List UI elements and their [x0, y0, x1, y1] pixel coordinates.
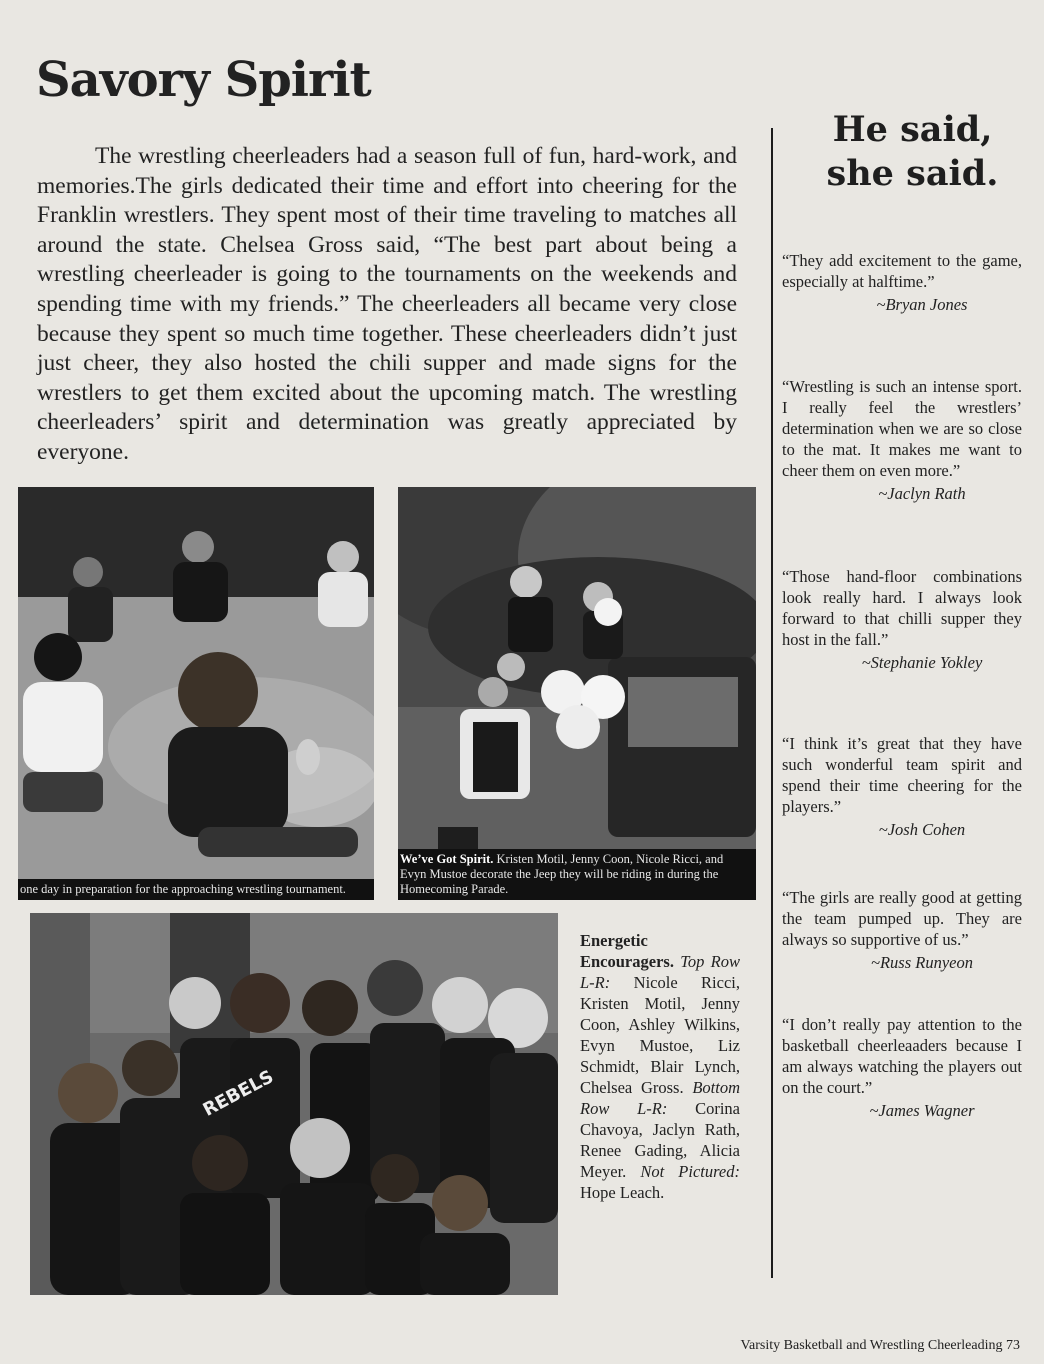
quote-text: “Wrestling is such an intense sport. I really feel the wrestlers’ determination when we are so close to the mat. It makes me want to cheer them on even more.” — [782, 377, 1022, 480]
headline: Savory Spirit — [36, 52, 371, 108]
photo-floor-circle-image — [18, 487, 374, 900]
photo-jeep-caption-text: Kristen Motil, Jenny Coon, Nicole Ricci, and Evyn Mustoe decorate the Jeep they will be riding in during the Homecoming Parade. — [400, 852, 724, 896]
quote — [782, 1014, 1022, 1121]
photo-jeep-caption-title: We’ve Got Spirit. — [400, 852, 494, 866]
quote-text: “They add excitement to the game, especially at halftime.” — [782, 251, 1022, 291]
photo-group — [30, 913, 558, 1295]
photo-jeep-image — [398, 487, 756, 900]
group-caption-not-pictured-names: Hope Leach. — [580, 1183, 665, 1202]
group-caption-bottom-row-label: Bottom Row L-R: — [580, 1078, 740, 1118]
quote — [782, 250, 1022, 315]
quote — [782, 566, 1022, 673]
group-photo-caption — [580, 930, 740, 1203]
sidebar-title — [780, 108, 1044, 196]
photo-floor-circle — [18, 487, 374, 900]
photo-jeep-caption — [398, 849, 756, 900]
story-text — [37, 142, 737, 468]
story-paragraph: The wrestling cheerleaders had a season full of fun, hard-work, and memories.The girls dedicated their time and effort into cheering for the Franklin wrestlers. They spent most of their time traveling to matches all around the state. Chelsea Gross said, “The best part about being a wrestling cheerleader is going to the tournaments on the weekends and spending time with my friends.” The cheerleaders all became very close because they spent so much time together. These cheerleaders didn’t just just cheer, they also hosted the chili supper and made signs for the wrestlers to get them excited about the upcoming match. The wrestling cheerleaders’ spirit and determination was greatly appreciated by everyone. — [37, 143, 737, 465]
group-caption-title: Energetic Encouragers. — [580, 931, 674, 971]
group-caption-top-row-label: Top Row L-R: — [580, 952, 741, 992]
jersey-lettering: REBELS — [199, 1066, 278, 1121]
quote — [782, 376, 1022, 504]
photo-floor-circle-caption: one day in preparation for the approaching wrestling tournament. — [18, 879, 374, 900]
photo-jeep — [398, 487, 756, 900]
quote — [782, 887, 1022, 973]
group-caption-bottom-row-names: Corina Chavoya, Jaclyn Rath, Renee Gading, Alicia Meyer. — [580, 1099, 740, 1181]
quote-author: ~Josh Cohen — [878, 820, 966, 839]
quote-author: ~Jaclyn Rath — [878, 484, 966, 503]
group-caption-top-row-names: Nicole Ricci, Kristen Motil, Jenny Coon, Ashley Wilkins, Evyn Mustoe, Liz Schmidt, Blair Lynch, Chelsea Gross. — [580, 973, 740, 1097]
quote-text: “I think it’s great that they have such wonderful team spirit and spend their time cheering for the players.” — [782, 734, 1022, 816]
quote-author: ~Stephanie Yokley — [861, 653, 983, 672]
quote — [782, 733, 1022, 840]
sidebar-title-line2: she said. — [826, 153, 999, 194]
page-footer: Varsity Basketball and Wrestling Cheerleading 73 — [740, 1338, 1020, 1353]
quote-text: “I don’t really pay attention to the basketball cheerleaaders because I am always watching the players out on the court.” — [782, 1015, 1022, 1097]
column-divider — [771, 128, 773, 1278]
quote-author: ~Russ Runyeon — [871, 953, 973, 972]
quote-text: “Those hand-floor combinations look really hard. I always look forward to that chilli supper they host in the fall.” — [782, 567, 1022, 649]
quote-author: ~James Wagner — [869, 1101, 975, 1120]
quote-text: “The girls are really good at getting the team pumped up. They are always so supportive of us.” — [782, 888, 1022, 949]
quote-author: ~Bryan Jones — [876, 295, 968, 314]
sidebar-title-line1: He said, — [832, 109, 993, 150]
photo-group-image — [30, 913, 558, 1295]
group-caption-not-pictured-label: Not Pictured: — [640, 1162, 740, 1181]
